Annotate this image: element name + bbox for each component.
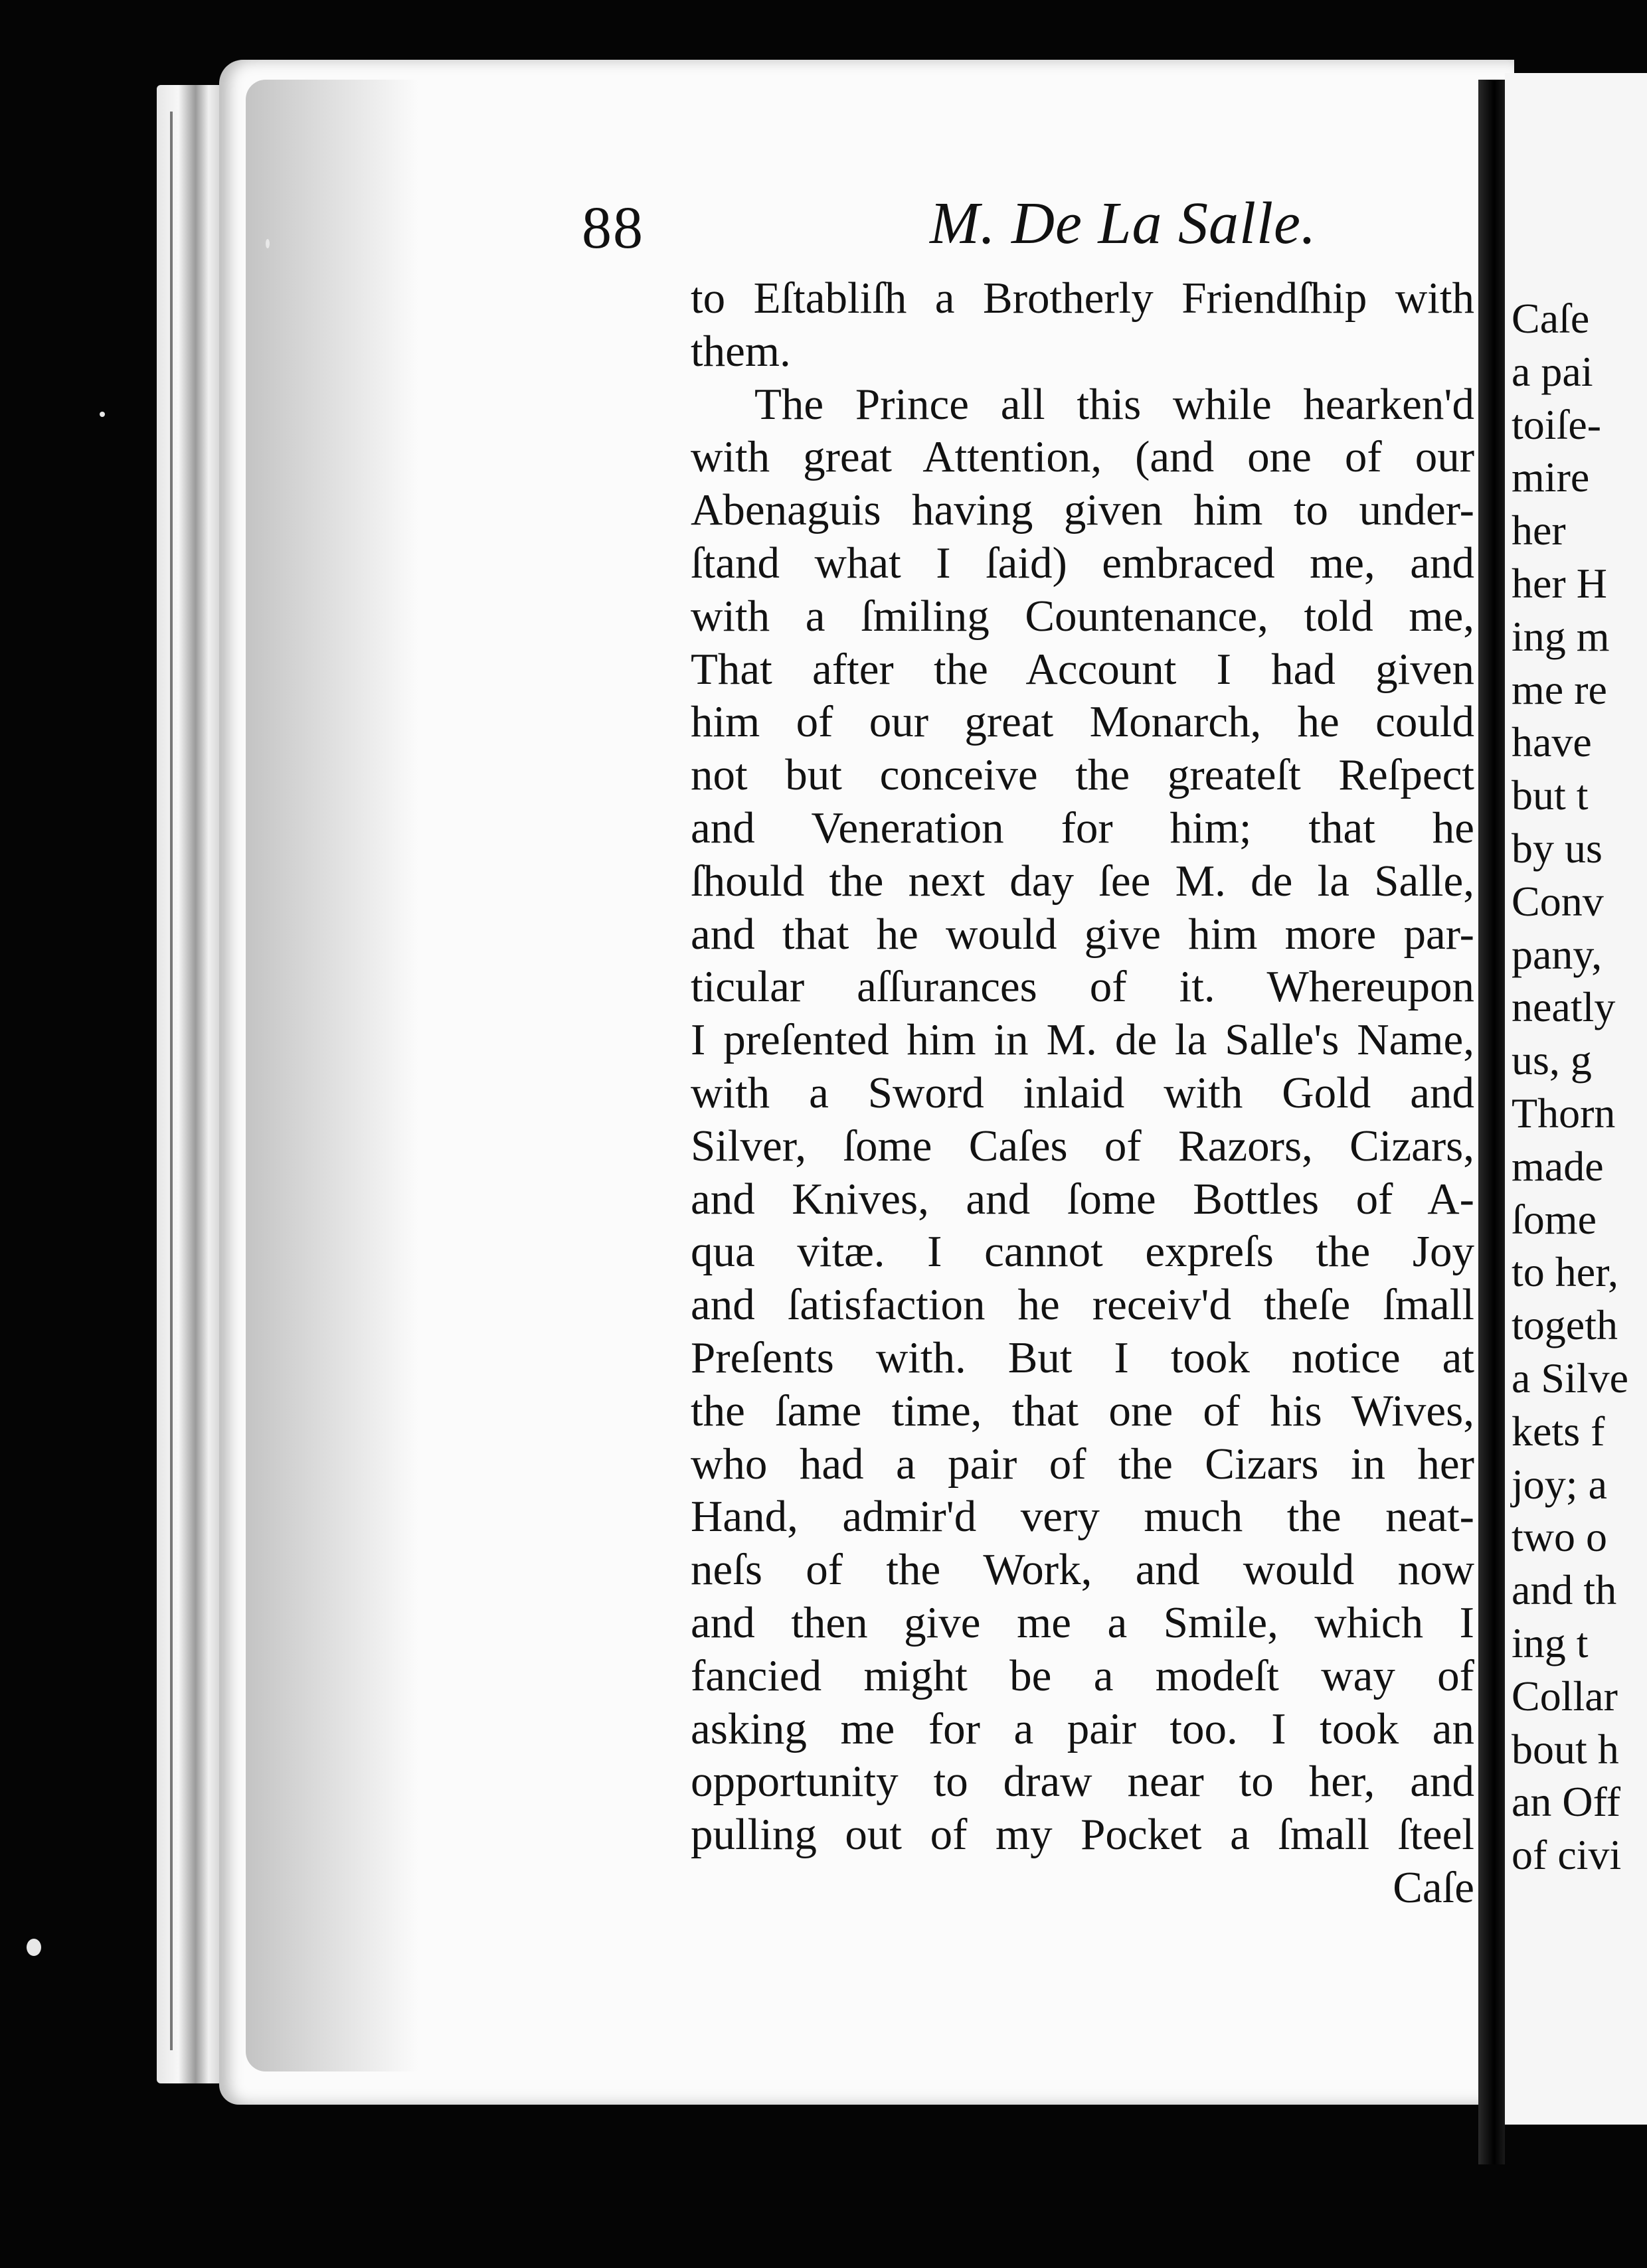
text-line: the ſame time, that one of his Wives, <box>691 1386 1474 1435</box>
text-line: The Prince all this while hearken'd <box>754 379 1474 429</box>
text-line: with a ſmiling Countenance, told me, <box>691 591 1474 641</box>
text-line: them. <box>691 326 791 376</box>
scan-speck <box>266 239 270 248</box>
text-line: ſhould the next day ſee M. de la Salle, <box>691 856 1474 906</box>
facing-line: Conv <box>1512 877 1604 925</box>
facing-line: ing m <box>1512 612 1610 660</box>
text-line: who had a pair of the Cizars in her <box>691 1439 1474 1489</box>
facing-line: mire <box>1512 453 1590 501</box>
text-line: asking me for a pair too. I took an <box>691 1704 1474 1753</box>
facing-line: us, g <box>1512 1036 1592 1084</box>
running-title: M. De La Salle. <box>930 191 1317 256</box>
text-line: Hand, admir'd very much the neat- <box>691 1492 1474 1542</box>
text-line: Abenaguis having given him to under- <box>691 485 1474 535</box>
facing-line: an Off <box>1512 1778 1621 1826</box>
text-line: ticular aſſurances of it. Whereupon <box>691 962 1474 1012</box>
facing-line: by us <box>1512 824 1603 872</box>
text-line: neſs of the Work, and would now <box>691 1545 1474 1595</box>
facing-line: but t <box>1512 771 1589 819</box>
page-edge-shadow <box>246 80 418 2071</box>
text-line: to Eſtabliſh a Brotherly Friendſhip with <box>691 274 1474 323</box>
facing-line: togeth <box>1512 1301 1618 1349</box>
text-line: That after the Account I had given <box>691 644 1474 694</box>
text-line: fancied might be a modeſt way of <box>691 1651 1474 1700</box>
facing-page-text <box>1512 292 1647 1882</box>
text-line: pulling out of my Pocket a ſmall ſteel <box>691 1810 1474 1860</box>
text-line: qua vitæ. I cannot expreſs the Joy <box>691 1227 1474 1277</box>
facing-line: to her, <box>1512 1248 1618 1296</box>
facing-line: me re <box>1512 665 1607 713</box>
facing-line: and th <box>1512 1566 1617 1614</box>
facing-line: of civi <box>1512 1831 1622 1879</box>
text-line: and that he would give him more par- <box>691 909 1474 959</box>
scan-speck <box>27 1939 41 1956</box>
page-number: 88 <box>582 195 644 261</box>
catchword: Caſe <box>1393 1862 1474 1912</box>
facing-line: Caſe <box>1512 295 1590 342</box>
text-line: not but conceive the greateſt Reſpect <box>691 750 1474 800</box>
facing-line: two o <box>1512 1513 1607 1561</box>
facing-line: kets f <box>1512 1407 1605 1455</box>
facing-line: ſome <box>1512 1195 1597 1243</box>
text-line: Preſents with. But I took notice at <box>691 1333 1474 1382</box>
right-page <box>1505 73 1647 2125</box>
text-line: I preſented him in M. de la Salle's Name, <box>691 1015 1474 1065</box>
facing-line: toiſe- <box>1512 400 1602 448</box>
text-line: with great Attention, (and one of our <box>691 432 1474 482</box>
facing-line: a pai <box>1512 347 1593 395</box>
facing-line: ing t <box>1512 1619 1589 1666</box>
facing-line: neatly <box>1512 983 1616 1031</box>
text-line: ſtand what I ſaid) embraced me, and <box>691 538 1474 588</box>
facing-line: joy; a <box>1512 1460 1607 1508</box>
text-line: him of our great Monarch, he could <box>691 697 1474 747</box>
facing-line: her <box>1512 507 1566 554</box>
scan-speck <box>100 412 105 417</box>
text-line: and then give me a Smile, which I <box>691 1597 1474 1647</box>
facing-line: her H <box>1512 559 1607 607</box>
facing-line: bout h <box>1512 1725 1619 1773</box>
book-gutter <box>1478 80 1505 2164</box>
facing-line: a Silve <box>1512 1354 1628 1402</box>
text-line: and ſatisfaction he receiv'd theſe ſmall <box>691 1280 1474 1330</box>
facing-line: Thorn <box>1512 1089 1616 1137</box>
text-line: with a Sword inlaid with Gold and <box>691 1068 1474 1117</box>
facing-line: Collar <box>1512 1672 1618 1720</box>
facing-line: have <box>1512 718 1592 766</box>
facing-line: made <box>1512 1142 1604 1190</box>
facing-line: pany, <box>1512 930 1603 978</box>
text-line: and Knives, and ſome Bottles of A- <box>691 1174 1474 1224</box>
text-line: opportunity to draw near to her, and <box>691 1757 1474 1807</box>
text-line: and Veneration for him; that he <box>691 803 1474 852</box>
body-text <box>691 272 1474 1915</box>
text-line: Silver, ſome Caſes of Razors, Cizars, <box>691 1121 1474 1171</box>
